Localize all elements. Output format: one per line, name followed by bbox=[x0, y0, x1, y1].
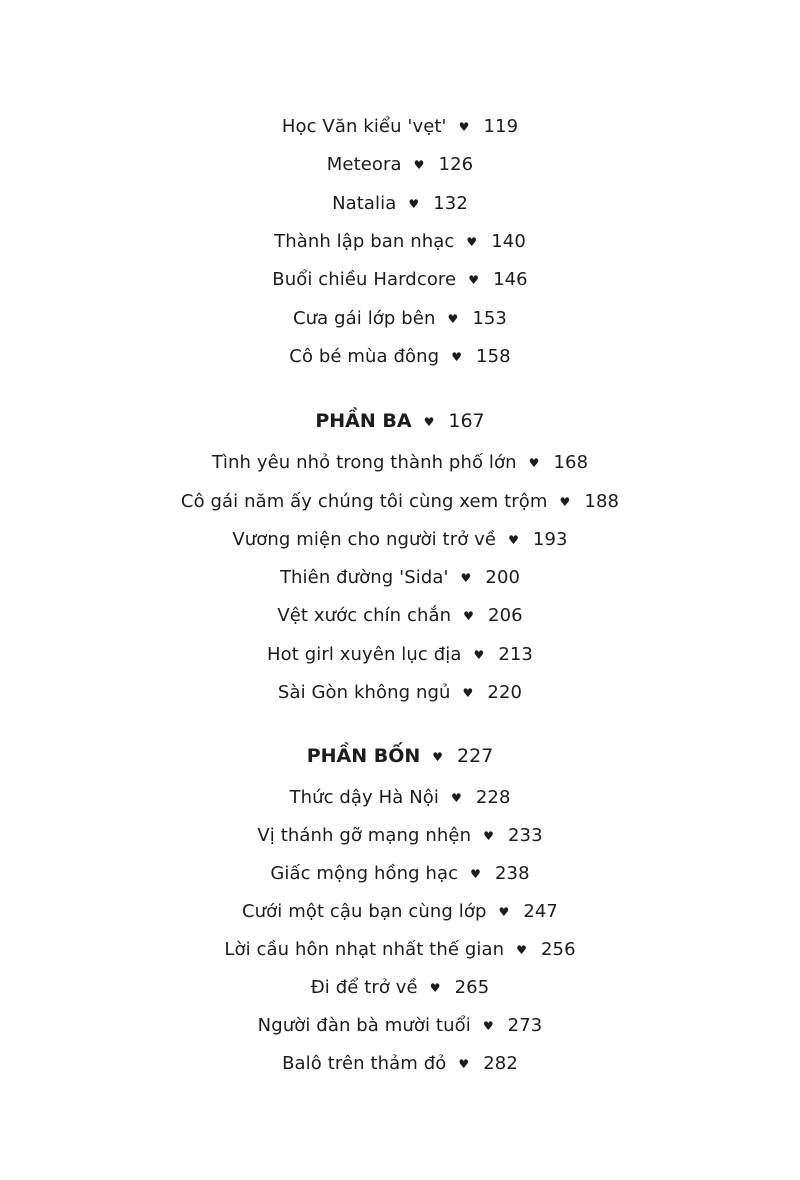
heart-icon: ♥ bbox=[458, 120, 470, 134]
part-page: 227 bbox=[457, 745, 494, 767]
toc-entry-title: Thiên đường 'Sida' bbox=[279, 567, 449, 588]
toc-entry-title: Natalia bbox=[332, 193, 397, 214]
toc-entry bbox=[0, 938, 800, 962]
toc-entry-title: Thành lập ban nhạc bbox=[274, 231, 455, 252]
part-heading-three bbox=[0, 409, 800, 433]
heart-icon: ♥ bbox=[408, 197, 420, 211]
toc-entry-title: Người đàn bà mười tuổi bbox=[257, 1015, 471, 1036]
toc-entry bbox=[0, 862, 800, 886]
toc-entry-page: 140 bbox=[491, 231, 526, 252]
toc-entry-page: 247 bbox=[523, 901, 558, 922]
toc-entry bbox=[0, 643, 800, 667]
toc-entry-title: Lời cầu hôn nhạt nhất thế gian bbox=[224, 939, 505, 960]
heart-icon: ♥ bbox=[516, 943, 527, 957]
part-heading-four bbox=[0, 744, 800, 768]
toc-entry bbox=[0, 268, 800, 292]
toc-entry-title: Đi để trở về bbox=[310, 977, 418, 998]
toc-entry-page: 200 bbox=[485, 567, 521, 588]
heart-icon: ♥ bbox=[451, 791, 462, 805]
heart-icon: ♥ bbox=[463, 609, 475, 623]
heart-icon: ♥ bbox=[451, 350, 463, 364]
toc-entry-title: Vương miện cho người trở về bbox=[232, 529, 497, 550]
toc-entry bbox=[0, 115, 800, 139]
toc-entry-title: Buổi chiều Hardcore bbox=[272, 269, 457, 290]
heart-icon: ♥ bbox=[423, 415, 435, 429]
toc-entry-page: 228 bbox=[475, 787, 511, 808]
heart-icon: ♥ bbox=[498, 905, 510, 919]
toc-entry-title: Giấc mộng hồng hạc bbox=[270, 863, 459, 884]
toc-entry-title: Thức dậy Hà Nội bbox=[289, 787, 439, 808]
toc-entry-title: Cưới một cậu bạn cùng lớp bbox=[241, 901, 487, 922]
toc-entry bbox=[0, 1014, 800, 1038]
toc-entry bbox=[0, 153, 800, 177]
toc-entry-title: Hot girl xuyên lục địa bbox=[266, 644, 462, 665]
toc-entry bbox=[0, 1052, 800, 1076]
toc-entry-title: Cô gái năm ấy chúng tôi cùng xem trộm bbox=[180, 491, 548, 512]
toc-entry-page: 206 bbox=[488, 605, 523, 626]
toc-entry bbox=[0, 490, 800, 514]
toc-entry-page: 126 bbox=[438, 154, 474, 175]
heart-icon: ♥ bbox=[468, 273, 480, 287]
toc-entry bbox=[0, 681, 800, 705]
toc-entry-page: 132 bbox=[433, 193, 468, 214]
toc-entry bbox=[0, 976, 800, 1000]
toc-entry-page: 238 bbox=[495, 863, 530, 884]
toc-entry-page: 256 bbox=[540, 939, 576, 960]
heart-icon: ♥ bbox=[429, 981, 441, 995]
toc-entry-page: 265 bbox=[454, 977, 490, 998]
toc-entry-page: 158 bbox=[476, 346, 511, 367]
toc-entry-page: 153 bbox=[472, 308, 507, 329]
toc-entry-page: 273 bbox=[507, 1015, 543, 1036]
heart-icon: ♥ bbox=[470, 867, 481, 881]
toc-entry-page: 168 bbox=[553, 452, 589, 473]
heart-icon: ♥ bbox=[447, 312, 459, 326]
toc-entry bbox=[0, 786, 800, 810]
part-title: PHẦN BA bbox=[315, 410, 412, 432]
heart-icon: ♥ bbox=[559, 495, 571, 509]
toc-entry bbox=[0, 192, 800, 216]
toc-entry-page: 193 bbox=[532, 529, 568, 550]
heart-icon: ♥ bbox=[483, 829, 494, 843]
part-title: PHẦN BỐN bbox=[306, 745, 421, 767]
heart-icon: ♥ bbox=[462, 686, 474, 700]
toc-entry-page: 233 bbox=[507, 825, 543, 846]
toc-entry-title: Vị thánh gỡ mạng nhện bbox=[257, 825, 472, 846]
toc-entry-title: Sài Gòn không ngủ bbox=[277, 682, 451, 703]
toc-entry-title: Học Văn kiểu 'vẹt' bbox=[281, 116, 447, 137]
heart-icon: ♥ bbox=[458, 1057, 470, 1071]
toc-entry bbox=[0, 566, 800, 590]
toc-entry bbox=[0, 528, 800, 552]
heart-icon: ♥ bbox=[473, 648, 485, 662]
toc-entry-page: 188 bbox=[584, 491, 620, 512]
toc-entry-page: 220 bbox=[487, 682, 523, 703]
toc-entry bbox=[0, 604, 800, 628]
heart-icon: ♥ bbox=[528, 456, 540, 470]
toc-entry bbox=[0, 451, 800, 475]
toc-entry-page: 146 bbox=[493, 269, 528, 290]
toc-entry bbox=[0, 900, 800, 924]
toc-entry bbox=[0, 345, 800, 369]
toc-entry bbox=[0, 230, 800, 254]
toc-entry-title: Cô bé mùa đông bbox=[289, 346, 440, 367]
toc-entry-title: Vệt xước chín chắn bbox=[277, 605, 452, 626]
toc-entry-title: Balô trên thảm đỏ bbox=[282, 1053, 447, 1074]
heart-icon: ♥ bbox=[413, 158, 425, 172]
heart-icon: ♥ bbox=[482, 1019, 494, 1033]
toc-entry-title: Meteora bbox=[326, 154, 402, 175]
heart-icon: ♥ bbox=[432, 750, 444, 764]
toc-entry-title: Tình yêu nhỏ trong thành phố lớn bbox=[211, 452, 517, 473]
toc-entry-page: 119 bbox=[483, 116, 519, 137]
heart-icon: ♥ bbox=[508, 533, 519, 547]
heart-icon: ♥ bbox=[460, 571, 472, 585]
toc-entry-page: 213 bbox=[498, 644, 533, 665]
toc-entry bbox=[0, 307, 800, 331]
toc-entry-title: Cưa gái lớp bên bbox=[292, 308, 436, 329]
toc-entry-page: 282 bbox=[483, 1053, 518, 1074]
part-page: 167 bbox=[448, 410, 485, 432]
heart-icon: ♥ bbox=[466, 235, 478, 249]
toc-entry bbox=[0, 824, 800, 848]
